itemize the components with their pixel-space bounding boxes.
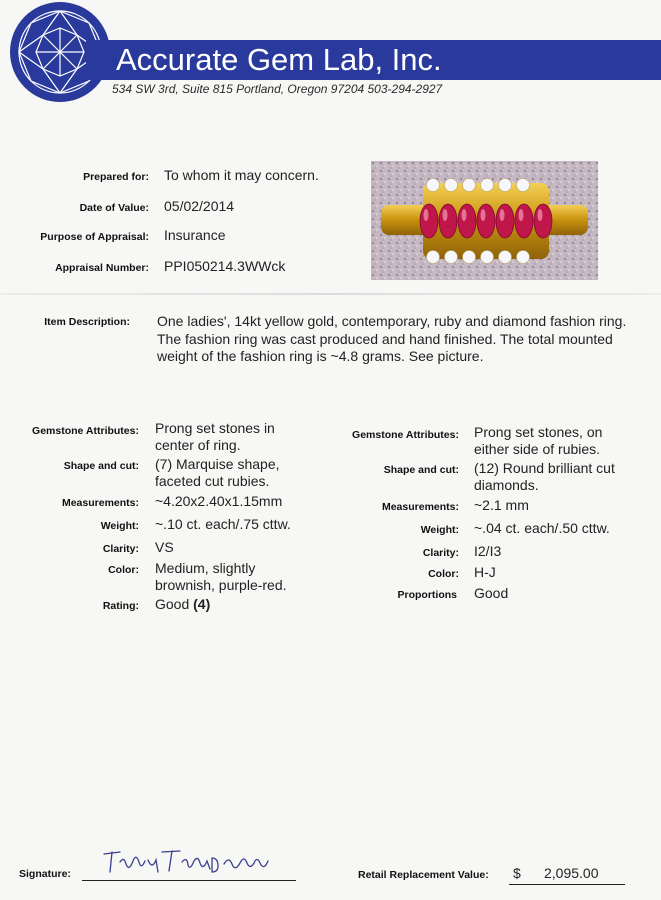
- rating-text: Good: [155, 596, 190, 612]
- right-clarity-value: I2/I3: [474, 543, 502, 559]
- left-color-value: Medium, slightly brownish, purple-red.: [155, 560, 287, 593]
- left-weight-label: Weight:: [100, 520, 139, 532]
- retail-value: 2,095.00: [544, 865, 599, 881]
- currency-symbol: $: [513, 865, 521, 881]
- retail-value-line: [509, 884, 625, 885]
- left-shape-label: Shape and cut:: [63, 460, 139, 472]
- proportions-label: Proportions: [397, 589, 457, 601]
- date-of-value-label: Date of Value:: [79, 202, 149, 214]
- right-color-value: H-J: [474, 564, 496, 580]
- left-weight-value: ~.10 ct. each/.75 cttw.: [155, 516, 291, 532]
- prepared-for-value: To whom it may concern.: [164, 167, 319, 183]
- proportions-value: Good: [474, 585, 509, 601]
- left-gemstone-attributes-label: Gemstone Attributes:: [32, 425, 139, 437]
- purpose-label: Purpose of Appraisal:: [40, 231, 149, 243]
- left-color-label: Color:: [108, 564, 139, 576]
- right-weight-label: Weight:: [420, 524, 459, 536]
- company-name: Accurate Gem Lab, Inc.: [116, 42, 442, 77]
- prepared-for-label: Prepared for:: [83, 171, 149, 183]
- retail-value-label: Retail Replacement Value:: [358, 869, 489, 881]
- left-rating-label: Rating:: [102, 600, 139, 612]
- section-divider: [0, 293, 661, 295]
- left-measurements-label: Measurements:: [61, 497, 139, 509]
- handwritten-signature: [100, 840, 300, 880]
- right-measurements-value: ~2.1 mm: [474, 497, 529, 513]
- purpose-value: Insurance: [164, 227, 226, 243]
- left-clarity-value: VS: [155, 539, 174, 555]
- appraisal-number-value: PPI050214.3WWck: [164, 258, 286, 274]
- left-measurements-value: ~4.20x2.40x1.15mm: [155, 493, 283, 509]
- left-clarity-label: Clarity:: [102, 543, 139, 555]
- ring-photo: [371, 161, 598, 280]
- right-clarity-label: Clarity:: [422, 547, 459, 559]
- right-color-label: Color:: [428, 568, 459, 580]
- right-gemstone-attributes-value: Prong set stones, on either side of rubies.: [474, 424, 603, 457]
- item-description-label: Item Description:: [44, 316, 130, 328]
- right-shape-label: Shape and cut:: [383, 464, 459, 476]
- left-gemstone-attributes-value: Prong set stones in center of ring.: [155, 420, 275, 453]
- signature-label: Signature:: [19, 868, 71, 880]
- rating-number: (4): [193, 596, 211, 612]
- date-of-value-value: 05/02/2014: [164, 198, 235, 214]
- left-rating-value: [155, 596, 210, 613]
- right-shape-value: (12) Round brilliant cut diamonds.: [474, 460, 615, 493]
- company-address: 534 SW 3rd, Suite 815 Portland, Oregon 97204 503-294-2927: [112, 82, 443, 96]
- right-weight-value: ~.04 ct. each/.50 cttw.: [474, 520, 610, 536]
- right-gemstone-attributes-label: Gemstone Attributes:: [352, 429, 459, 441]
- item-description-text: One ladies', 14kt yellow gold, contemporary, ruby and diamond fashion ring. The fashion ring was cast produced and hand finished. The total mounted weight of the fashion ring is ~4.8 grams. See picture.: [157, 313, 627, 364]
- left-shape-value: (7) Marquise shape, faceted cut rubies.: [155, 456, 280, 489]
- right-measurements-label: Measurements:: [381, 501, 459, 513]
- signature-line: [82, 880, 296, 881]
- appraisal-number-label: Appraisal Number:: [55, 262, 149, 274]
